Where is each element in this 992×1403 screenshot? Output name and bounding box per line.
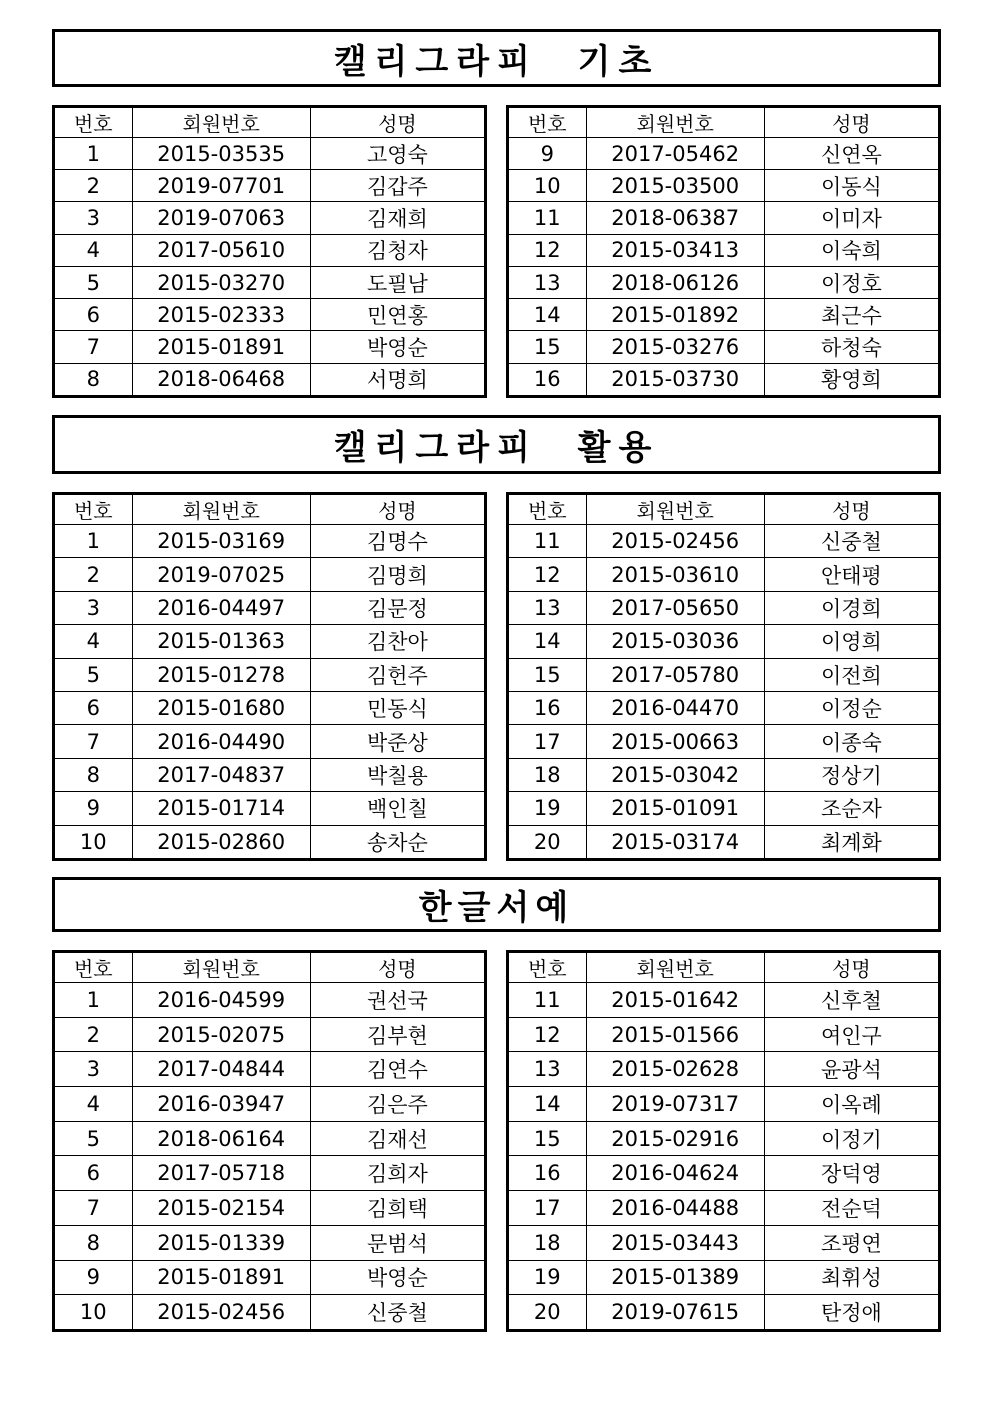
cell-member-id: 2016-03947 [132, 1087, 310, 1122]
cell-name: 서명희 [310, 363, 485, 396]
cell-name: 이숙희 [764, 234, 939, 266]
cell-number: 7 [54, 1191, 133, 1226]
cell-member-id: 2017-05780 [586, 658, 764, 691]
cell-name: 최근수 [764, 299, 939, 331]
cell-member-id: 2015-01891 [132, 331, 310, 363]
table-row [54, 138, 486, 170]
cell-name: 김문정 [310, 591, 485, 624]
cell-member-id: 2015-00663 [586, 725, 764, 758]
cell-name: 이미자 [764, 202, 939, 234]
table-row [54, 1225, 486, 1260]
cell-name: 윤광석 [764, 1052, 939, 1087]
header-number: 번호 [508, 107, 587, 138]
table-row [54, 792, 486, 825]
cell-member-id: 2015-01642 [586, 983, 764, 1018]
table-row [54, 202, 486, 234]
table-row [508, 1260, 940, 1295]
cell-name: 이영희 [764, 625, 939, 658]
header-name: 성명 [764, 494, 939, 525]
cell-member-id: 2016-04490 [132, 725, 310, 758]
header-number: 번호 [54, 952, 133, 983]
cell-name: 김찬아 [310, 625, 485, 658]
section-title-calligraphy-basic: 캘리그라피 기초 [52, 29, 941, 87]
cell-name: 조평연 [764, 1225, 939, 1260]
table-row [54, 1156, 486, 1191]
cell-member-id: 2016-04470 [586, 691, 764, 724]
cell-name: 김은주 [310, 1087, 485, 1122]
table-row [508, 1017, 940, 1052]
cell-member-id: 2015-02333 [132, 299, 310, 331]
cell-number: 13 [508, 266, 587, 298]
cell-number: 12 [508, 234, 587, 266]
cell-number: 15 [508, 331, 587, 363]
header-name: 성명 [310, 494, 485, 525]
table-row [54, 758, 486, 791]
cell-name: 여인구 [764, 1017, 939, 1052]
cell-member-id: 2015-02075 [132, 1017, 310, 1052]
table-row [508, 758, 940, 791]
table-row [54, 1260, 486, 1295]
roster-table-left [52, 950, 487, 1332]
cell-name: 김헌주 [310, 658, 485, 691]
cell-member-id: 2015-03443 [586, 1225, 764, 1260]
roster-table-right [506, 105, 941, 398]
cell-name: 박준상 [310, 725, 485, 758]
cell-number: 4 [54, 1087, 133, 1122]
cell-name: 신중철 [764, 525, 939, 558]
cell-name: 조순자 [764, 792, 939, 825]
cell-name: 이정호 [764, 266, 939, 298]
cell-name: 최휘성 [764, 1260, 939, 1295]
cell-member-id: 2015-03270 [132, 266, 310, 298]
cell-member-id: 2015-01566 [586, 1017, 764, 1052]
cell-member-id: 2015-01389 [586, 1260, 764, 1295]
cell-number: 4 [54, 625, 133, 658]
cell-number: 18 [508, 1225, 587, 1260]
cell-member-id: 2015-02628 [586, 1052, 764, 1087]
cell-member-id: 2015-03535 [132, 138, 310, 170]
cell-name: 김재선 [310, 1121, 485, 1156]
cell-name: 김명희 [310, 558, 485, 591]
cell-number: 3 [54, 591, 133, 624]
table-header-row [508, 107, 940, 138]
cell-member-id: 2015-01278 [132, 658, 310, 691]
header-member-id: 회원번호 [586, 494, 764, 525]
cell-name: 송차순 [310, 825, 485, 859]
cell-name: 도필남 [310, 266, 485, 298]
cell-number: 13 [508, 1052, 587, 1087]
cell-member-id: 2016-04624 [586, 1156, 764, 1191]
table-row [508, 234, 940, 266]
cell-member-id: 2016-04599 [132, 983, 310, 1018]
cell-number: 2 [54, 1017, 133, 1052]
table-row [508, 363, 940, 396]
cell-name: 박칠용 [310, 758, 485, 791]
table-row [54, 299, 486, 331]
table-row [508, 1121, 940, 1156]
cell-name: 장덕영 [764, 1156, 939, 1191]
cell-member-id: 2015-03169 [132, 525, 310, 558]
table-header-row [54, 494, 486, 525]
table-row [54, 363, 486, 396]
cell-member-id: 2017-04837 [132, 758, 310, 791]
cell-number: 8 [54, 758, 133, 791]
cell-number: 9 [54, 792, 133, 825]
table-header-row [54, 107, 486, 138]
table-row [54, 558, 486, 591]
table-row [54, 1052, 486, 1087]
cell-name: 황영희 [764, 363, 939, 396]
header-member-id: 회원번호 [132, 107, 310, 138]
cell-number: 14 [508, 1087, 587, 1122]
roster-table-left [52, 492, 487, 861]
cell-number: 17 [508, 725, 587, 758]
header-number: 번호 [508, 494, 587, 525]
cell-member-id: 2019-07063 [132, 202, 310, 234]
table-row [508, 1156, 940, 1191]
table-row [508, 558, 940, 591]
table-row [508, 525, 940, 558]
table-row [54, 1295, 486, 1331]
cell-member-id: 2015-03413 [586, 234, 764, 266]
cell-name: 문범석 [310, 1225, 485, 1260]
cell-member-id: 2017-04844 [132, 1052, 310, 1087]
table-row [54, 170, 486, 202]
cell-member-id: 2015-01363 [132, 625, 310, 658]
cell-number: 18 [508, 758, 587, 791]
cell-name: 김청자 [310, 234, 485, 266]
cell-member-id: 2015-02916 [586, 1121, 764, 1156]
table-row [508, 1191, 940, 1226]
cell-name: 고영숙 [310, 138, 485, 170]
table-row [508, 658, 940, 691]
cell-name: 박영순 [310, 331, 485, 363]
cell-name: 김부현 [310, 1017, 485, 1052]
table-row [54, 625, 486, 658]
cell-name: 민동식 [310, 691, 485, 724]
cell-number: 9 [508, 138, 587, 170]
cell-number: 3 [54, 1052, 133, 1087]
cell-name: 이정순 [764, 691, 939, 724]
table-row [54, 983, 486, 1018]
cell-number: 12 [508, 1017, 587, 1052]
cell-member-id: 2015-01714 [132, 792, 310, 825]
table-row [508, 792, 940, 825]
table-row [508, 1087, 940, 1122]
table-row [508, 825, 940, 859]
cell-number: 12 [508, 558, 587, 591]
cell-name: 김명수 [310, 525, 485, 558]
table-row [508, 625, 940, 658]
cell-name: 백인칠 [310, 792, 485, 825]
table-row [54, 1191, 486, 1226]
cell-member-id: 2017-05610 [132, 234, 310, 266]
header-member-id: 회원번호 [132, 952, 310, 983]
cell-member-id: 2019-07025 [132, 558, 310, 591]
cell-member-id: 2019-07317 [586, 1087, 764, 1122]
cell-number: 16 [508, 1156, 587, 1191]
cell-number: 5 [54, 266, 133, 298]
cell-name: 최계화 [764, 825, 939, 859]
cell-name: 김희택 [310, 1191, 485, 1226]
table-row [54, 591, 486, 624]
cell-number: 14 [508, 299, 587, 331]
table-header-row [508, 494, 940, 525]
table-row [508, 202, 940, 234]
table-row [508, 331, 940, 363]
cell-number: 3 [54, 202, 133, 234]
section-title-calligraphy-applied: 캘리그라피 활용 [52, 415, 941, 474]
table-row [54, 234, 486, 266]
cell-number: 10 [54, 1295, 133, 1331]
cell-name: 탄정애 [764, 1295, 939, 1331]
cell-member-id: 2015-01680 [132, 691, 310, 724]
table-row [54, 825, 486, 859]
table-header-row [54, 952, 486, 983]
cell-name: 이정기 [764, 1121, 939, 1156]
cell-number: 1 [54, 525, 133, 558]
table-row [508, 138, 940, 170]
cell-member-id: 2018-06468 [132, 363, 310, 396]
cell-name: 민연홍 [310, 299, 485, 331]
cell-number: 1 [54, 138, 133, 170]
roster-table-left [52, 105, 487, 398]
cell-member-id: 2015-03610 [586, 558, 764, 591]
cell-name: 신중철 [310, 1295, 485, 1331]
header-member-id: 회원번호 [586, 107, 764, 138]
cell-number: 4 [54, 234, 133, 266]
cell-member-id: 2015-01091 [586, 792, 764, 825]
cell-name: 김갑주 [310, 170, 485, 202]
cell-number: 1 [54, 983, 133, 1018]
table-row [54, 658, 486, 691]
cell-member-id: 2015-02456 [586, 525, 764, 558]
cell-member-id: 2015-03174 [586, 825, 764, 859]
cell-number: 7 [54, 331, 133, 363]
cell-name: 신연옥 [764, 138, 939, 170]
cell-number: 20 [508, 825, 587, 859]
cell-number: 8 [54, 1225, 133, 1260]
cell-number: 15 [508, 1121, 587, 1156]
cell-number: 11 [508, 525, 587, 558]
cell-name: 이옥례 [764, 1087, 939, 1122]
cell-name: 전순덕 [764, 1191, 939, 1226]
header-number: 번호 [54, 107, 133, 138]
cell-name: 신후철 [764, 983, 939, 1018]
cell-number: 11 [508, 202, 587, 234]
cell-member-id: 2015-03036 [586, 625, 764, 658]
table-row [508, 266, 940, 298]
header-name: 성명 [310, 952, 485, 983]
cell-member-id: 2015-03730 [586, 363, 764, 396]
cell-number: 6 [54, 1156, 133, 1191]
cell-member-id: 2015-01892 [586, 299, 764, 331]
cell-name: 하청숙 [764, 331, 939, 363]
table-row [508, 983, 940, 1018]
table-row [54, 1087, 486, 1122]
cell-member-id: 2016-04488 [586, 1191, 764, 1226]
cell-name: 이전희 [764, 658, 939, 691]
cell-member-id: 2018-06164 [132, 1121, 310, 1156]
roster-table-right [506, 492, 941, 861]
cell-number: 6 [54, 691, 133, 724]
cell-number: 11 [508, 983, 587, 1018]
cell-member-id: 2018-06126 [586, 266, 764, 298]
table-row [508, 1295, 940, 1331]
cell-name: 정상기 [764, 758, 939, 791]
header-member-id: 회원번호 [586, 952, 764, 983]
table-row [508, 691, 940, 724]
header-member-id: 회원번호 [132, 494, 310, 525]
cell-name: 박영순 [310, 1260, 485, 1295]
cell-number: 5 [54, 658, 133, 691]
cell-number: 10 [54, 825, 133, 859]
cell-member-id: 2015-01891 [132, 1260, 310, 1295]
cell-number: 19 [508, 792, 587, 825]
cell-number: 15 [508, 658, 587, 691]
cell-name: 안태평 [764, 558, 939, 591]
cell-member-id: 2015-02154 [132, 1191, 310, 1226]
cell-member-id: 2015-02456 [132, 1295, 310, 1331]
cell-member-id: 2015-01339 [132, 1225, 310, 1260]
cell-member-id: 2018-06387 [586, 202, 764, 234]
header-name: 성명 [310, 107, 485, 138]
table-row [54, 691, 486, 724]
cell-member-id: 2015-03042 [586, 758, 764, 791]
cell-number: 17 [508, 1191, 587, 1226]
header-name: 성명 [764, 107, 939, 138]
cell-name: 김희자 [310, 1156, 485, 1191]
cell-number: 16 [508, 691, 587, 724]
cell-number: 2 [54, 170, 133, 202]
cell-number: 2 [54, 558, 133, 591]
cell-name: 권선국 [310, 983, 485, 1018]
table-row [54, 725, 486, 758]
table-row [508, 1052, 940, 1087]
cell-number: 9 [54, 1260, 133, 1295]
cell-number: 14 [508, 625, 587, 658]
cell-name: 이경희 [764, 591, 939, 624]
header-number: 번호 [508, 952, 587, 983]
cell-number: 10 [508, 170, 587, 202]
cell-number: 8 [54, 363, 133, 396]
header-name: 성명 [764, 952, 939, 983]
cell-number: 5 [54, 1121, 133, 1156]
table-row [54, 266, 486, 298]
cell-member-id: 2015-02860 [132, 825, 310, 859]
cell-member-id: 2017-05718 [132, 1156, 310, 1191]
cell-member-id: 2017-05462 [586, 138, 764, 170]
table-row [54, 525, 486, 558]
cell-member-id: 2017-05650 [586, 591, 764, 624]
table-header-row [508, 952, 940, 983]
table-row [54, 1121, 486, 1156]
cell-number: 20 [508, 1295, 587, 1331]
cell-number: 13 [508, 591, 587, 624]
cell-number: 6 [54, 299, 133, 331]
cell-name: 이종숙 [764, 725, 939, 758]
cell-member-id: 2015-03500 [586, 170, 764, 202]
cell-name: 김연수 [310, 1052, 485, 1087]
section-title-hangul-calligraphy: 한글서예 [52, 877, 941, 932]
cell-name: 이동식 [764, 170, 939, 202]
cell-member-id: 2019-07615 [586, 1295, 764, 1331]
table-row [508, 299, 940, 331]
table-row [508, 725, 940, 758]
table-row [508, 170, 940, 202]
cell-number: 7 [54, 725, 133, 758]
table-row [54, 331, 486, 363]
cell-number: 19 [508, 1260, 587, 1295]
cell-member-id: 2019-07701 [132, 170, 310, 202]
cell-member-id: 2016-04497 [132, 591, 310, 624]
roster-table-right [506, 950, 941, 1332]
table-row [54, 1017, 486, 1052]
cell-number: 16 [508, 363, 587, 396]
table-row [508, 591, 940, 624]
cell-member-id: 2015-03276 [586, 331, 764, 363]
table-row [508, 1225, 940, 1260]
header-number: 번호 [54, 494, 133, 525]
cell-name: 김재희 [310, 202, 485, 234]
